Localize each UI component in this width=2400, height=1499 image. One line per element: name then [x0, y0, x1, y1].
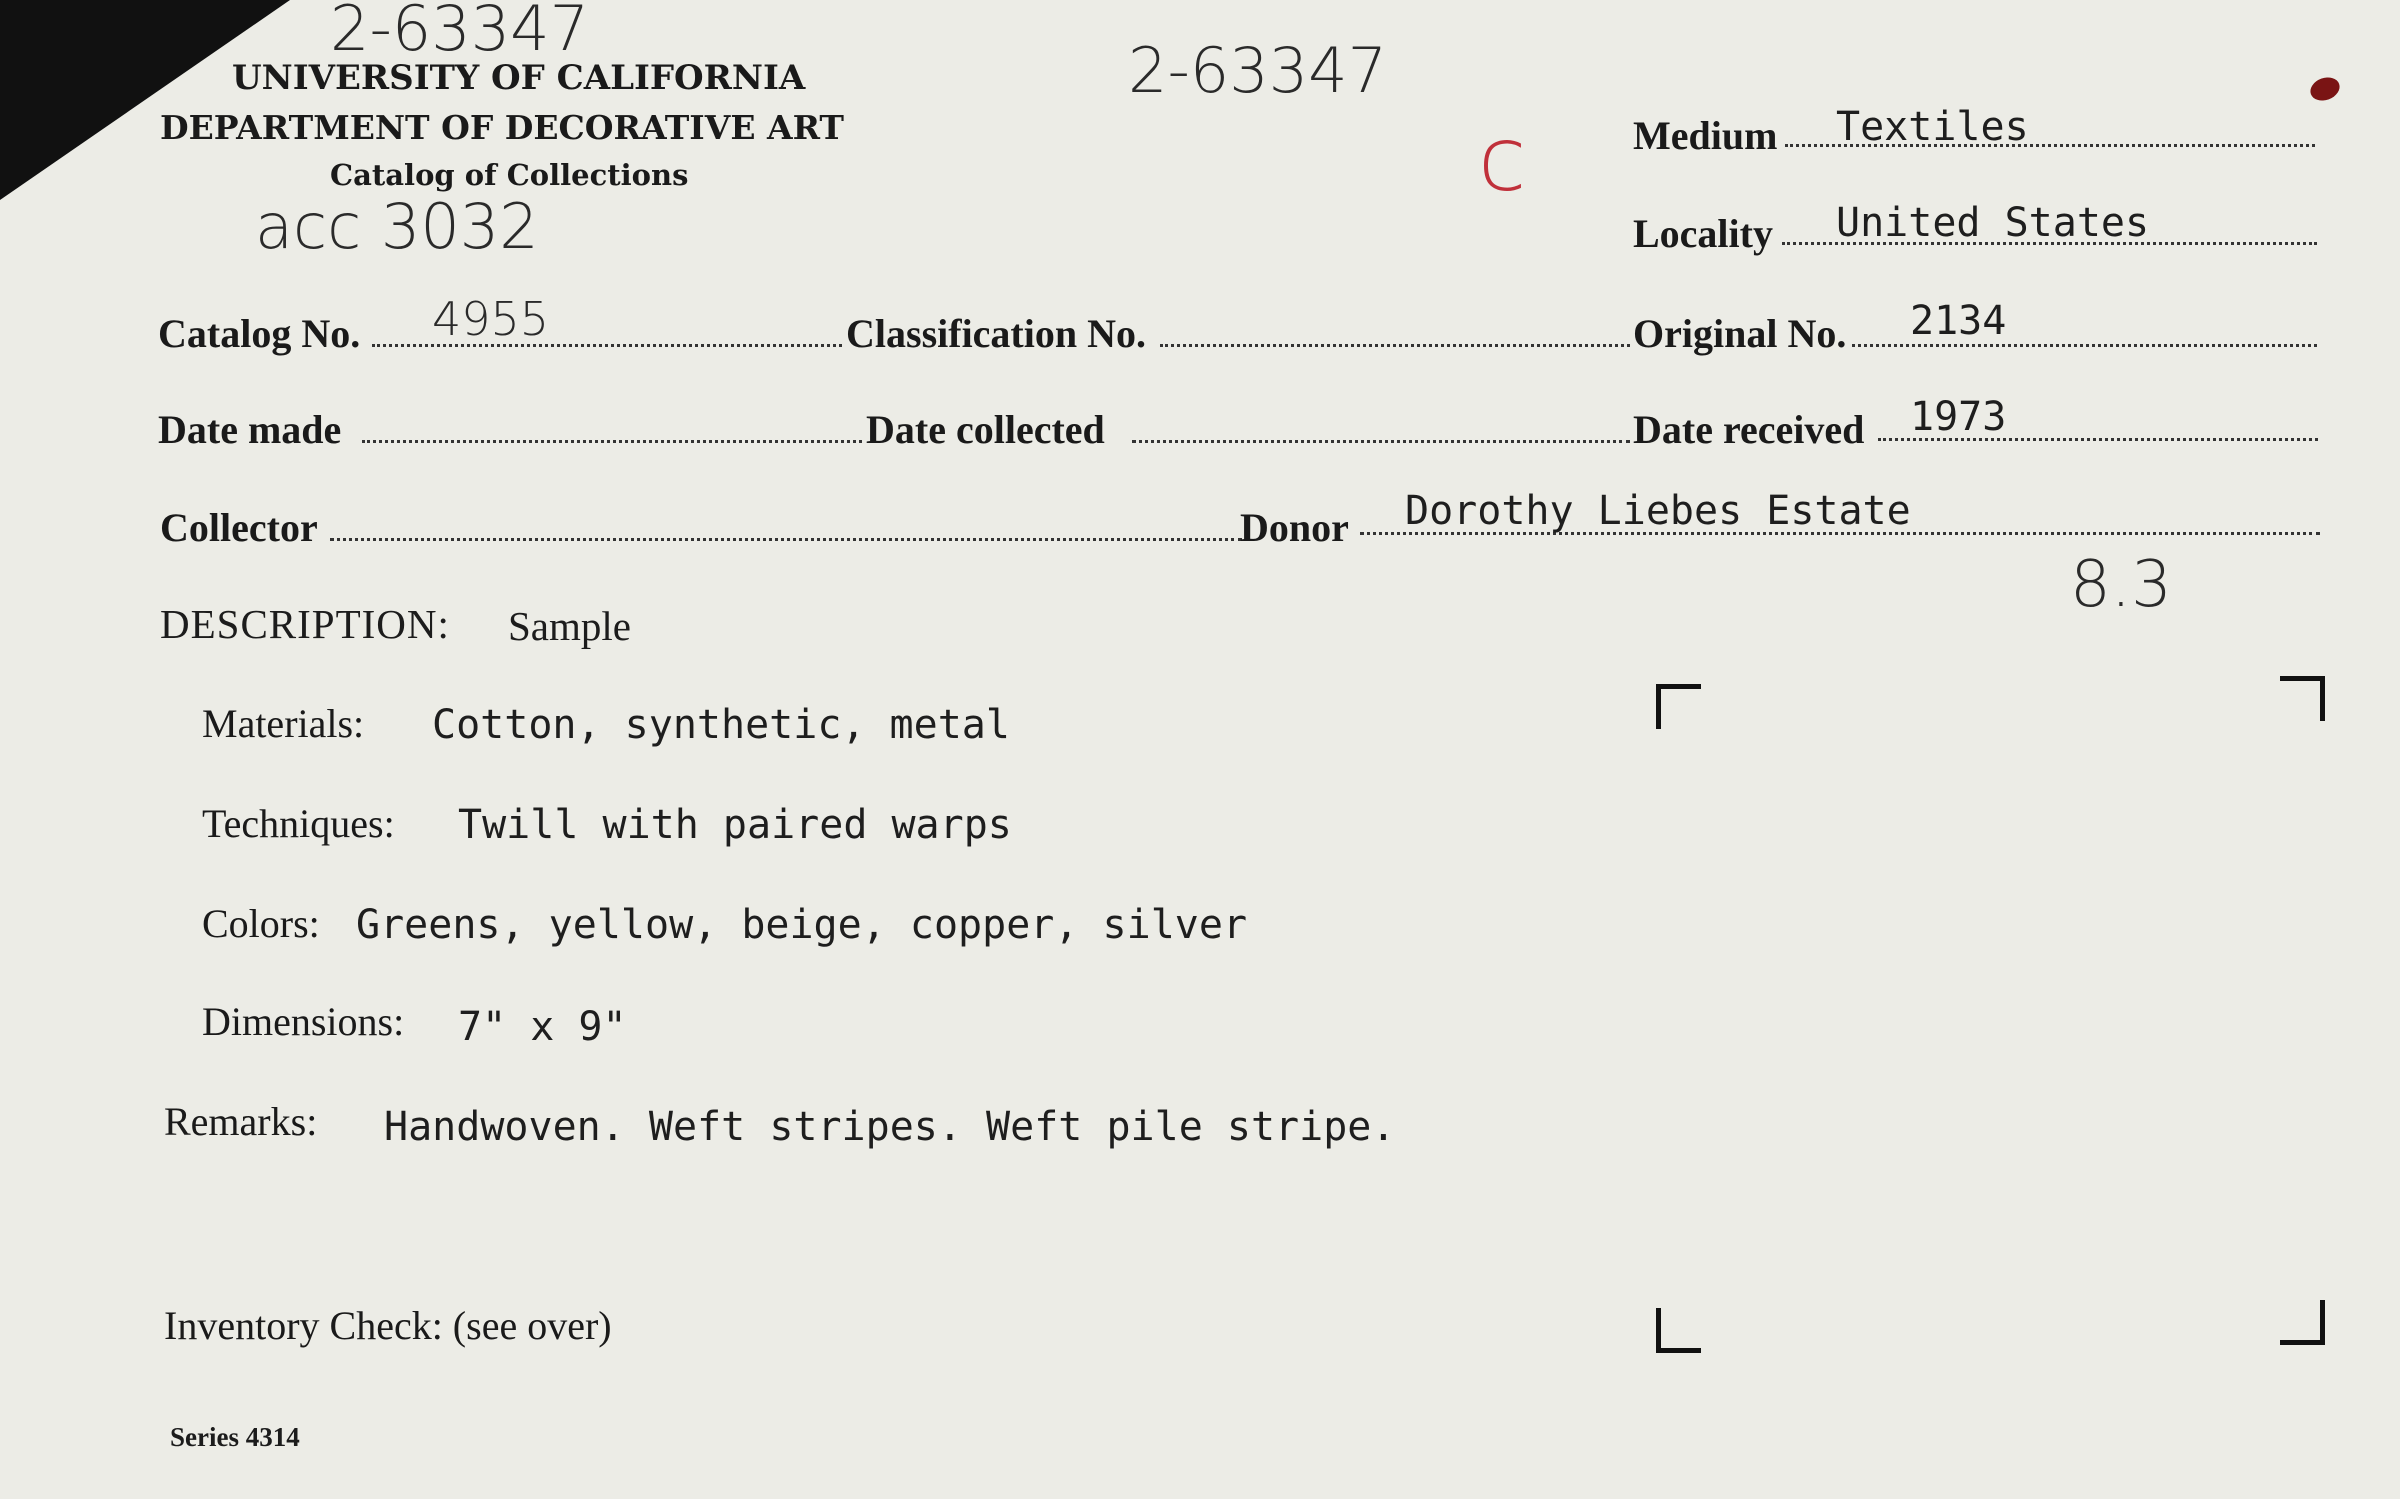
- donor-value: Dorothy Liebes Estate: [1405, 488, 1911, 534]
- catalog-title: Catalog of Collections: [330, 158, 689, 192]
- department-name: DEPARTMENT OF DECORATIVE ART: [160, 108, 844, 147]
- original-no-label: Original No.: [1633, 311, 1847, 356]
- techniques-label: Techniques:: [202, 801, 395, 846]
- original-no-value: 2134: [1910, 298, 2007, 344]
- materials-label: Materials:: [202, 701, 365, 746]
- classification-no-label: Classification No.: [846, 311, 1146, 356]
- classification-no-line: [1160, 344, 1630, 347]
- date-collected-label: Date collected: [866, 407, 1105, 452]
- date-received-label: Date received: [1633, 407, 1865, 452]
- dimensions-label: Dimensions:: [202, 999, 405, 1044]
- handwritten-number-top-left: 2-63347: [330, 0, 590, 65]
- description-value: Sample: [508, 603, 631, 649]
- date-made-line: [362, 440, 862, 443]
- materials-value: Cotton, synthetic, metal: [432, 702, 1010, 748]
- description-label: DESCRIPTION:: [160, 601, 450, 647]
- locality-value: United States: [1836, 200, 2150, 246]
- medium-value: Textiles: [1836, 104, 2029, 150]
- medium-label: Medium: [1633, 113, 1778, 158]
- catalog-no-value: 4955: [432, 292, 550, 346]
- university-name: UNIVERSITY OF CALIFORNIA: [232, 58, 806, 98]
- mount-bracket-top-right: [2280, 676, 2325, 721]
- collector-label: Collector: [160, 505, 318, 550]
- card-corner-tab: [0, 0, 290, 200]
- handwritten-number-top-center: 2-63347: [1128, 34, 1388, 107]
- date-received-value: 1973: [1910, 394, 2007, 440]
- catalog-no-label: Catalog No.: [158, 311, 361, 356]
- date-made-label: Date made: [158, 407, 342, 452]
- original-no-line: [1852, 344, 2317, 347]
- mount-bracket-bottom-right: [2280, 1300, 2325, 1345]
- mount-bracket-bottom-left: [1656, 1308, 1701, 1353]
- donor-label: Donor: [1240, 505, 1349, 550]
- inventory-check: Inventory Check: (see over): [164, 1303, 612, 1348]
- collector-line: [330, 538, 1242, 541]
- series-number: Series 4314: [170, 1422, 300, 1452]
- remarks-value: Handwoven. Weft stripes. Weft pile stripe.: [384, 1104, 1396, 1150]
- handwritten-figure: 8.3: [2070, 548, 2172, 622]
- handwritten-red-mark: c: [1478, 108, 1527, 211]
- red-ink-spot: [2307, 74, 2343, 105]
- dimensions-value: 7" x 9": [458, 1004, 627, 1050]
- colors-label: Colors:: [202, 901, 320, 946]
- locality-label: Locality: [1633, 211, 1773, 256]
- handwritten-accession: acc 3032: [255, 190, 539, 263]
- remarks-label: Remarks:: [164, 1099, 318, 1144]
- mount-bracket-top-left: [1656, 684, 1701, 729]
- colors-value: Greens, yellow, beige, copper, silver: [356, 902, 1248, 948]
- techniques-value: Twill with paired warps: [458, 802, 1012, 848]
- date-collected-line: [1132, 440, 1630, 443]
